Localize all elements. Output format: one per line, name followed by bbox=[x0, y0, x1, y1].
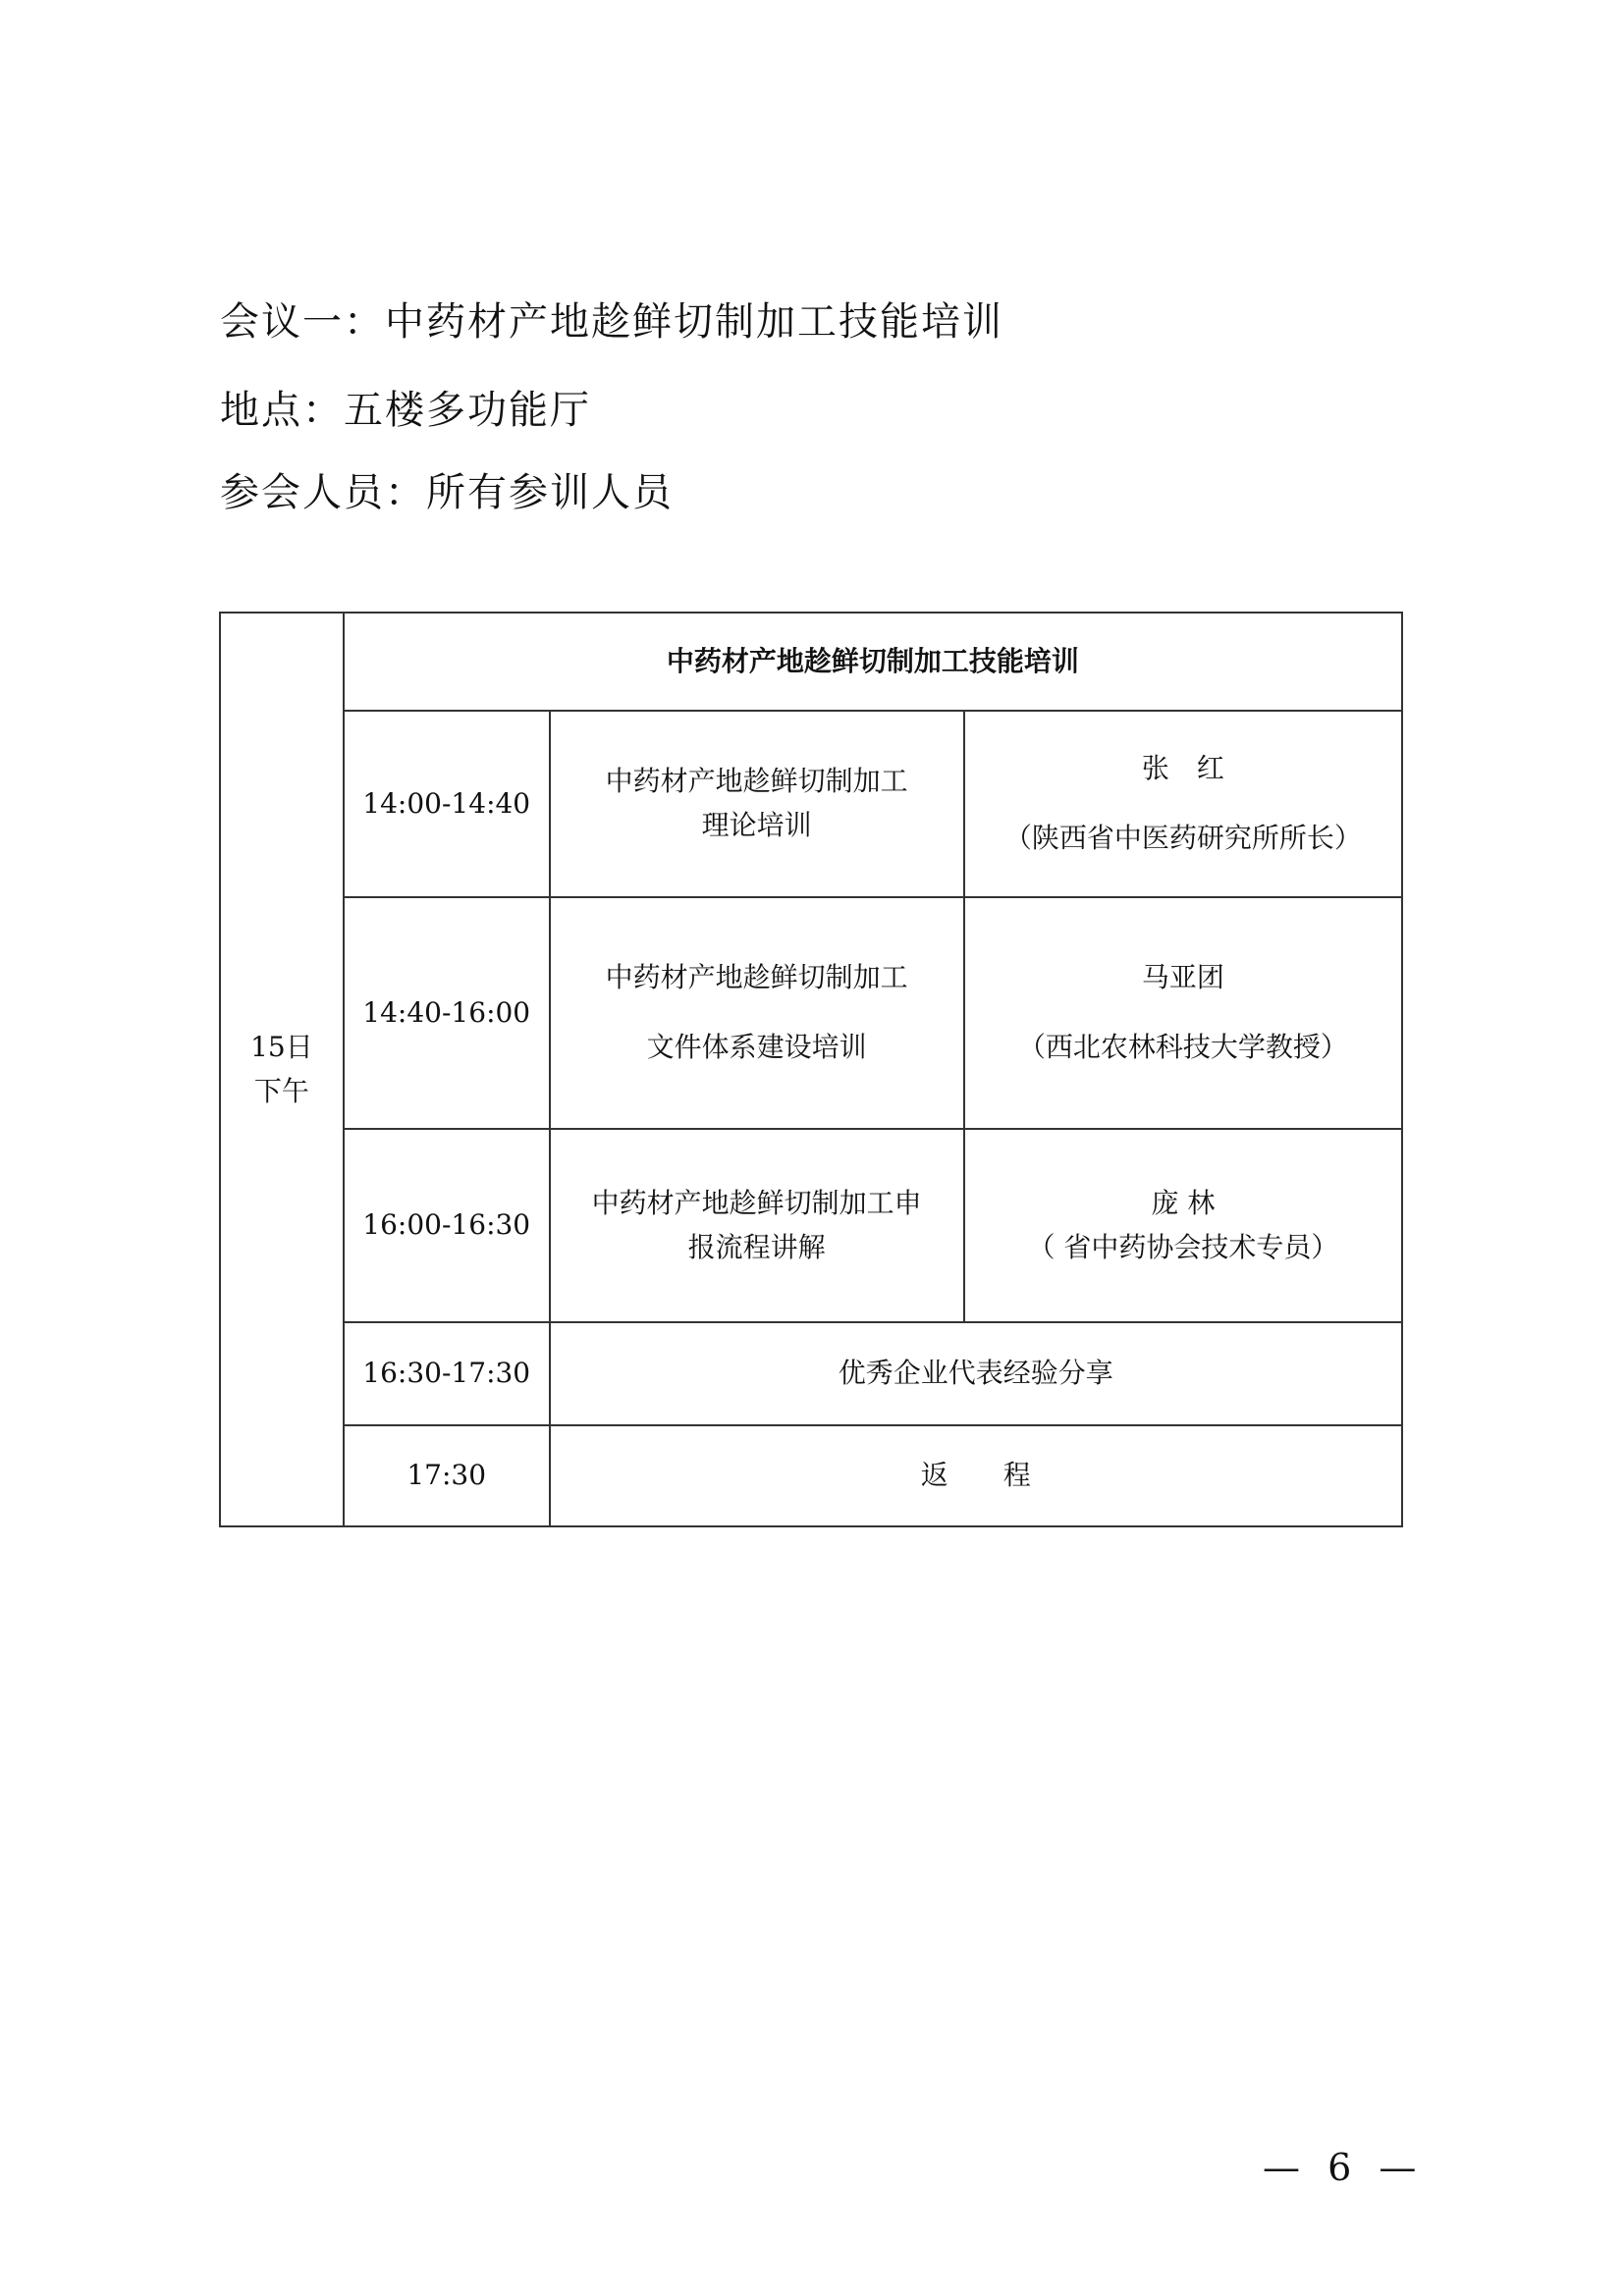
table-row bbox=[220, 1322, 1402, 1425]
table-row bbox=[220, 897, 1402, 1129]
speaker-title: （ 省中药协会技术专员） bbox=[1027, 1230, 1339, 1263]
table-row bbox=[220, 711, 1402, 897]
topic-cell bbox=[550, 711, 964, 897]
speaker-title: （西北农林科技大学教授） bbox=[1017, 1031, 1348, 1063]
speaker-name: 张 红 bbox=[1141, 752, 1224, 785]
topic-line: 中药材产地趁鲜切制加工 bbox=[605, 765, 908, 798]
schedule-table bbox=[219, 612, 1403, 1527]
speaker-cell bbox=[964, 1129, 1402, 1322]
time-cell: 17:30 bbox=[344, 1425, 550, 1526]
topic-cell bbox=[550, 1129, 964, 1322]
time-cell: 16:00-16:30 bbox=[344, 1129, 550, 1322]
table-row bbox=[220, 1129, 1402, 1322]
day-label: 15日 bbox=[250, 1030, 313, 1063]
day-cell bbox=[220, 613, 344, 1526]
speaker-name: 马亚团 bbox=[1141, 961, 1224, 994]
meeting-location: 地点：五楼多功能厅 bbox=[220, 388, 591, 433]
time-cell: 14:40-16:00 bbox=[344, 897, 550, 1129]
time-cell: 14:00-14:40 bbox=[344, 711, 550, 897]
table-row bbox=[220, 1425, 1402, 1526]
topic-line: 中药材产地趁鲜切制加工 bbox=[605, 961, 908, 994]
speaker-cell bbox=[964, 711, 1402, 897]
content-cell: 优秀企业代表经验分享 bbox=[550, 1322, 1402, 1425]
speaker-title: （陕西省中医药研究所所长） bbox=[1003, 822, 1362, 854]
meeting-attendees: 参会人员：所有参训人员 bbox=[220, 470, 674, 515]
table-row bbox=[220, 613, 1402, 711]
topic-line: 中药材产地趁鲜切制加工申 bbox=[591, 1186, 922, 1219]
topic-line: 报流程讲解 bbox=[687, 1230, 826, 1263]
table-header: 中药材产地趁鲜切制加工技能培训 bbox=[344, 613, 1402, 711]
topic-line: 文件体系建设培训 bbox=[646, 1031, 867, 1063]
topic-line: 理论培训 bbox=[701, 809, 812, 841]
content-cell: 返 程 bbox=[550, 1425, 1402, 1526]
speaker-name: 庞 林 bbox=[1151, 1186, 1216, 1219]
time-cell: 16:30-17:30 bbox=[344, 1322, 550, 1425]
speaker-cell bbox=[964, 897, 1402, 1129]
period-label: 下午 bbox=[253, 1074, 309, 1107]
page-number: — 6 — bbox=[1263, 2146, 1425, 2189]
meeting-title: 会议一：中药材产地趁鲜切制加工技能培训 bbox=[220, 299, 1003, 345]
topic-cell bbox=[550, 897, 964, 1129]
